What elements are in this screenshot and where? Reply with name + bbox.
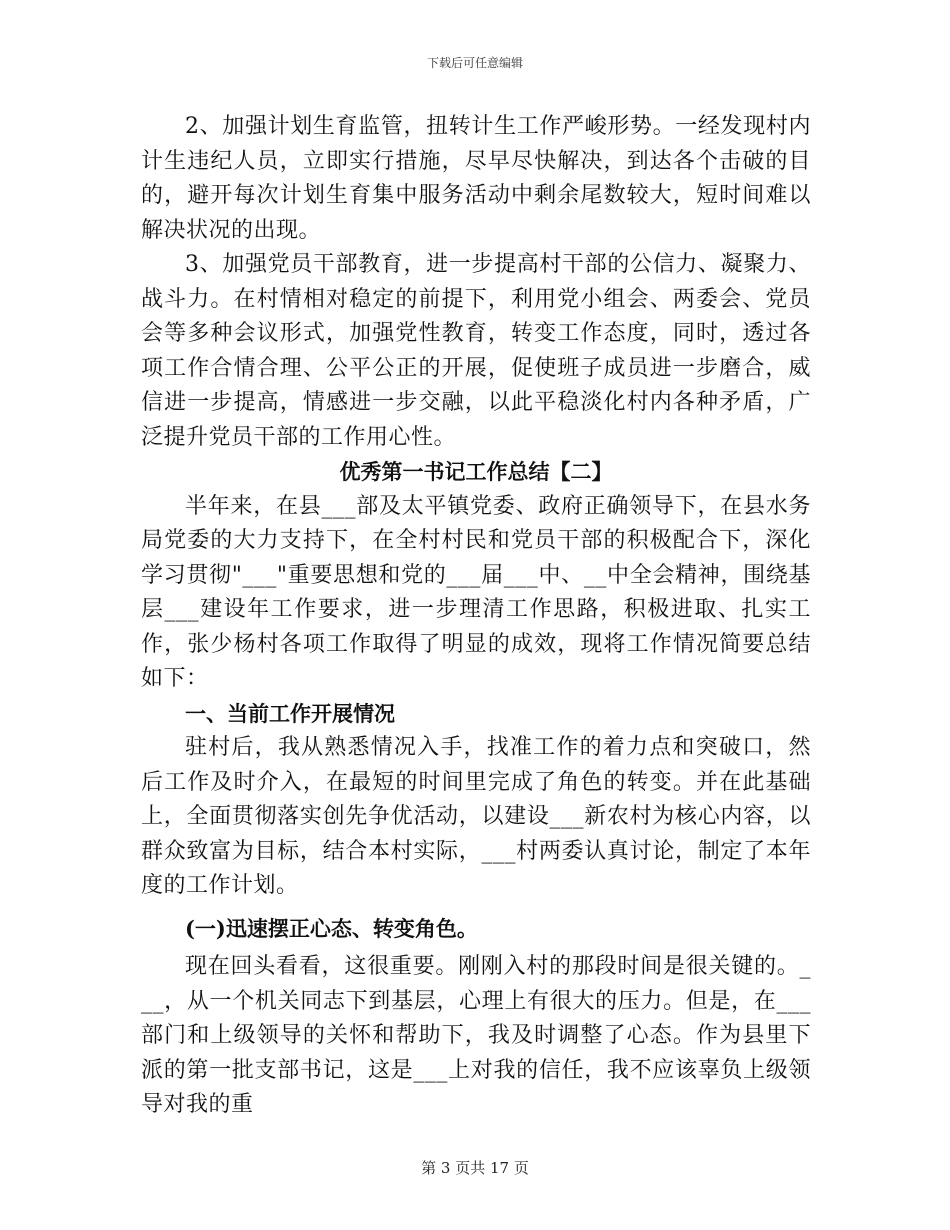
document-body (141, 110, 811, 1123)
paragraph-5: 现在回头看看，这很重要。刚刚入村的那段时间是很关键的。___，从一个机关同志下到基层，心理上有很大的压力。但是，在___部门和上级领导的关怀和帮助下，我及时调整了心态。作为县里下派的第一批支部书记，这是___上对我的信任，我不应该辜负上级领导对我的重 (141, 954, 811, 1117)
heading-1: 一、当前工作开展情况 (185, 700, 395, 726)
page-footer: 第 3 页共 17 页 (421, 1159, 529, 1177)
paragraph-1: 2、加强计划生育监管，扭转计生工作严峻形势。一经发现村内计生违纪人员，立即实行措施，尽早尽快解决，到达各个击破的目的，避开每次计划生育集中服务活动中剩余尾数较大，短时间难以解决状况的出现。 (141, 114, 811, 243)
heading-2: (一)迅速摆正心态、转变角色。 (185, 915, 478, 941)
paragraph-4: 驻村后，我从熟悉情况入手，找准工作的着力点和突破口，然后工作及时介入，在最短的时间里完成了角色的转变。并在此基础上，全面贯彻落实创先争优活动，以建设___新农村为核心内容，以群众致富为目标，结合本村实际，___村两委认真讨论，制定了本年度的工作计划。 (141, 735, 811, 898)
header-note: 下载后可任意编辑 (426, 56, 523, 70)
paragraph-2: 3、加强党员干部教育，进一步提高村干部的公信力、凝聚力、战斗力。在村情相对稳定的前提下，利用党小组会、两委会、党员会等多种会议形式，加强党性教育，转变工作态度，同时，透过各项工作合情合理、公平公正的开展，促使班子成员进一步磨合，威信进一步提高，情感进一步交融，以此平稳淡化村内各种矛盾，广泛提升党员干部的工作用心性。 (141, 252, 811, 450)
section-title: 优秀第一书记工作总结【二】 (339, 459, 613, 484)
paragraph-3: 半年来，在县___部及太平镇党委、政府正确领导下，在县水务局党委的大力支持下，在全村村民和党员干部的积极配合下，深化学习贯彻"___"重要思想和党的___届___中、__中全会精神，围绕基层___建设年工作要求，进一步理清工作思路，积极进取、扎实工作，张少杨村各项工作取得了明显的成效，现将工作情况简要总结如下： (141, 493, 811, 691)
